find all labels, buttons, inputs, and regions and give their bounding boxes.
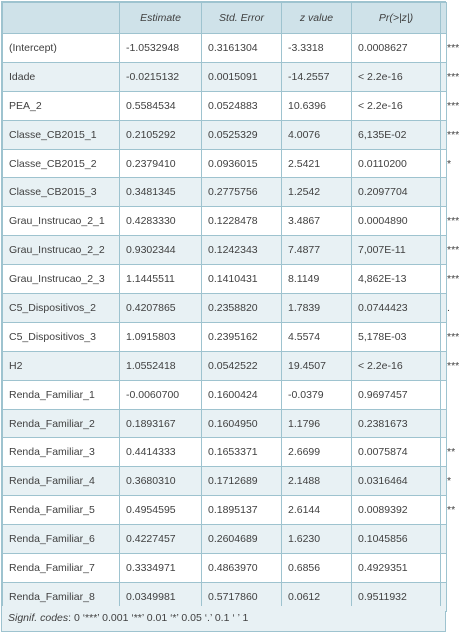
signif-codes-label: Signif. codes [8,612,69,624]
cell-z-value: 2.1488 [282,467,352,496]
cell-significance: *** [441,91,447,120]
header-estimate: Estimate [120,3,202,34]
cell-significance: * [441,149,447,178]
cell-z-value: 10.6396 [282,91,352,120]
table-row [3,525,447,554]
cell-estimate: 1.0552418 [120,351,202,380]
cell-estimate: -0.0060700 [120,380,202,409]
cell-term: Grau_Instrucao_2_2 [3,236,120,265]
table-row [3,34,447,63]
cell-std-error: 0.0015091 [202,62,282,91]
cell-significance: *** [441,351,447,380]
table-row [3,467,447,496]
cell-std-error: 0.2395162 [202,322,282,351]
table-row [3,120,447,149]
cell-significance: *** [441,322,447,351]
cell-estimate: 1.1445511 [120,265,202,294]
table-row [3,149,447,178]
cell-p-value: 5,178E-03 [352,322,441,351]
cell-std-error: 0.1242343 [202,236,282,265]
cell-significance: *** [441,265,447,294]
cell-p-value: 0.9697457 [352,380,441,409]
cell-z-value: 1.6230 [282,525,352,554]
cell-p-value: 0.0004890 [352,207,441,236]
cell-z-value: -3.3318 [282,34,352,63]
cell-z-value: 19.4507 [282,351,352,380]
cell-significance: * [441,467,447,496]
cell-term: Renda_Familiar_2 [3,409,120,438]
cell-estimate: 0.3680310 [120,467,202,496]
cell-z-value: 0.0612 [282,582,352,611]
cell-z-value: 4.5574 [282,322,352,351]
cell-estimate: 0.3481345 [120,178,202,207]
cell-estimate: 0.2105292 [120,120,202,149]
table-row [3,62,447,91]
cell-significance: *** [441,236,447,265]
cell-term: H2 [3,351,120,380]
cell-std-error: 0.1600424 [202,380,282,409]
cell-p-value: 6,135E-02 [352,120,441,149]
cell-term: Renda_Familiar_6 [3,525,120,554]
table-row [3,265,447,294]
cell-significance [441,178,447,207]
cell-significance: *** [441,62,447,91]
cell-std-error: 0.4863970 [202,554,282,583]
cell-z-value: 1.1796 [282,409,352,438]
cell-estimate: 0.4227457 [120,525,202,554]
cell-significance [441,525,447,554]
cell-std-error: 0.3161304 [202,34,282,63]
header-term [3,3,120,34]
cell-z-value: 1.2542 [282,178,352,207]
cell-z-value: -0.0379 [282,380,352,409]
cell-estimate: 0.3334971 [120,554,202,583]
table-row [3,409,447,438]
cell-estimate: 0.4207865 [120,294,202,323]
table-row [3,438,447,467]
cell-significance: . [441,294,447,323]
cell-p-value: < 2.2e-16 [352,91,441,120]
cell-std-error: 0.2775756 [202,178,282,207]
cell-estimate: -1.0532948 [120,34,202,63]
table-row [3,322,447,351]
cell-significance [441,380,447,409]
cell-std-error: 0.1228478 [202,207,282,236]
cell-std-error: 0.2604689 [202,525,282,554]
cell-term: Renda_Familiar_7 [3,554,120,583]
table-row [3,351,447,380]
cell-p-value: 7,007E-11 [352,236,441,265]
cell-term: Classe_CB2015_2 [3,149,120,178]
cell-z-value: 2.5421 [282,149,352,178]
cell-term: C5_Dispositivos_3 [3,322,120,351]
cell-term: Renda_Familiar_8 [3,582,120,611]
cell-p-value: 0.1045856 [352,525,441,554]
cell-estimate: 0.4954595 [120,496,202,525]
cell-std-error: 0.0524883 [202,91,282,120]
cell-p-value: 0.2097704 [352,178,441,207]
cell-term: Renda_Familiar_5 [3,496,120,525]
cell-term: Grau_Instrucao_2_1 [3,207,120,236]
cell-significance: *** [441,34,447,63]
cell-estimate: 0.4414333 [120,438,202,467]
table-row [3,496,447,525]
cell-p-value: 0.2381673 [352,409,441,438]
cell-z-value: 0.6856 [282,554,352,583]
cell-z-value: 2.6144 [282,496,352,525]
cell-std-error: 0.1895137 [202,496,282,525]
table-row [3,294,447,323]
cell-std-error: 0.1604950 [202,409,282,438]
cell-estimate: 0.9302344 [120,236,202,265]
cell-p-value: 0.0089392 [352,496,441,525]
cell-std-error: 0.1653371 [202,438,282,467]
cell-estimate: 0.5584534 [120,91,202,120]
header-z-value: z value [282,3,352,34]
cell-z-value: 7.4877 [282,236,352,265]
table-header-row [3,3,447,34]
cell-term: Renda_Familiar_3 [3,438,120,467]
cell-std-error: 0.0525329 [202,120,282,149]
cell-estimate: 0.4283330 [120,207,202,236]
cell-estimate: -0.0215132 [120,62,202,91]
cell-significance: *** [441,120,447,149]
cell-p-value: 0.0744423 [352,294,441,323]
cell-p-value: 0.0075874 [352,438,441,467]
header-p-value: Pr(>|z|) [352,3,441,34]
cell-std-error: 0.0542522 [202,351,282,380]
cell-z-value: 3.4867 [282,207,352,236]
table-row [3,91,447,120]
cell-p-value: 0.0316464 [352,467,441,496]
cell-std-error: 0.5717860 [202,582,282,611]
cell-z-value: -14.2557 [282,62,352,91]
cell-p-value: 0.0008627 [352,34,441,63]
cell-significance [441,554,447,583]
signif-codes-footer [2,606,445,631]
cell-p-value: 4,862E-13 [352,265,441,294]
cell-p-value: < 2.2e-16 [352,62,441,91]
cell-term: Grau_Instrucao_2_3 [3,265,120,294]
cell-significance: ** [441,496,447,525]
table-row [3,178,447,207]
table-row [3,207,447,236]
cell-term: Idade [3,62,120,91]
header-significance [441,3,447,34]
cell-z-value: 8.1149 [282,265,352,294]
cell-z-value: 4.0076 [282,120,352,149]
cell-std-error: 0.0936015 [202,149,282,178]
cell-estimate: 0.1893167 [120,409,202,438]
cell-term: Renda_Familiar_1 [3,380,120,409]
cell-significance: ** [441,438,447,467]
cell-term: PEA_2 [3,91,120,120]
cell-std-error: 0.2358820 [202,294,282,323]
signif-codes-text: : 0 ‘***’ 0.001 ‘**’ 0.01 ‘*’ 0.05 ‘.’ 0.1 ‘ ’ 1 [68,612,249,624]
cell-p-value: 0.4929351 [352,554,441,583]
regression-table-panel [1,1,459,632]
cell-term: (Intercept) [3,34,120,63]
cell-estimate: 0.2379410 [120,149,202,178]
table-row [3,236,447,265]
cell-term: Classe_CB2015_3 [3,178,120,207]
cell-std-error: 0.1410431 [202,265,282,294]
cell-estimate: 1.0915803 [120,322,202,351]
cell-z-value: 2.6699 [282,438,352,467]
cell-p-value: 0.9511932 [352,582,441,611]
cell-term: Classe_CB2015_1 [3,120,120,149]
cell-significance: *** [441,207,447,236]
table-row [3,380,447,409]
cell-term: Renda_Familiar_4 [3,467,120,496]
cell-p-value: 0.0110200 [352,149,441,178]
cell-std-error: 0.1712689 [202,467,282,496]
cell-p-value: < 2.2e-16 [352,351,441,380]
header-std-error: Std. Error [202,3,282,34]
table-row [3,554,447,583]
cell-significance [441,409,447,438]
coefficients-table [2,2,459,612]
cell-estimate: 0.0349981 [120,582,202,611]
cell-term: C5_Dispositivos_2 [3,294,120,323]
cell-z-value: 1.7839 [282,294,352,323]
